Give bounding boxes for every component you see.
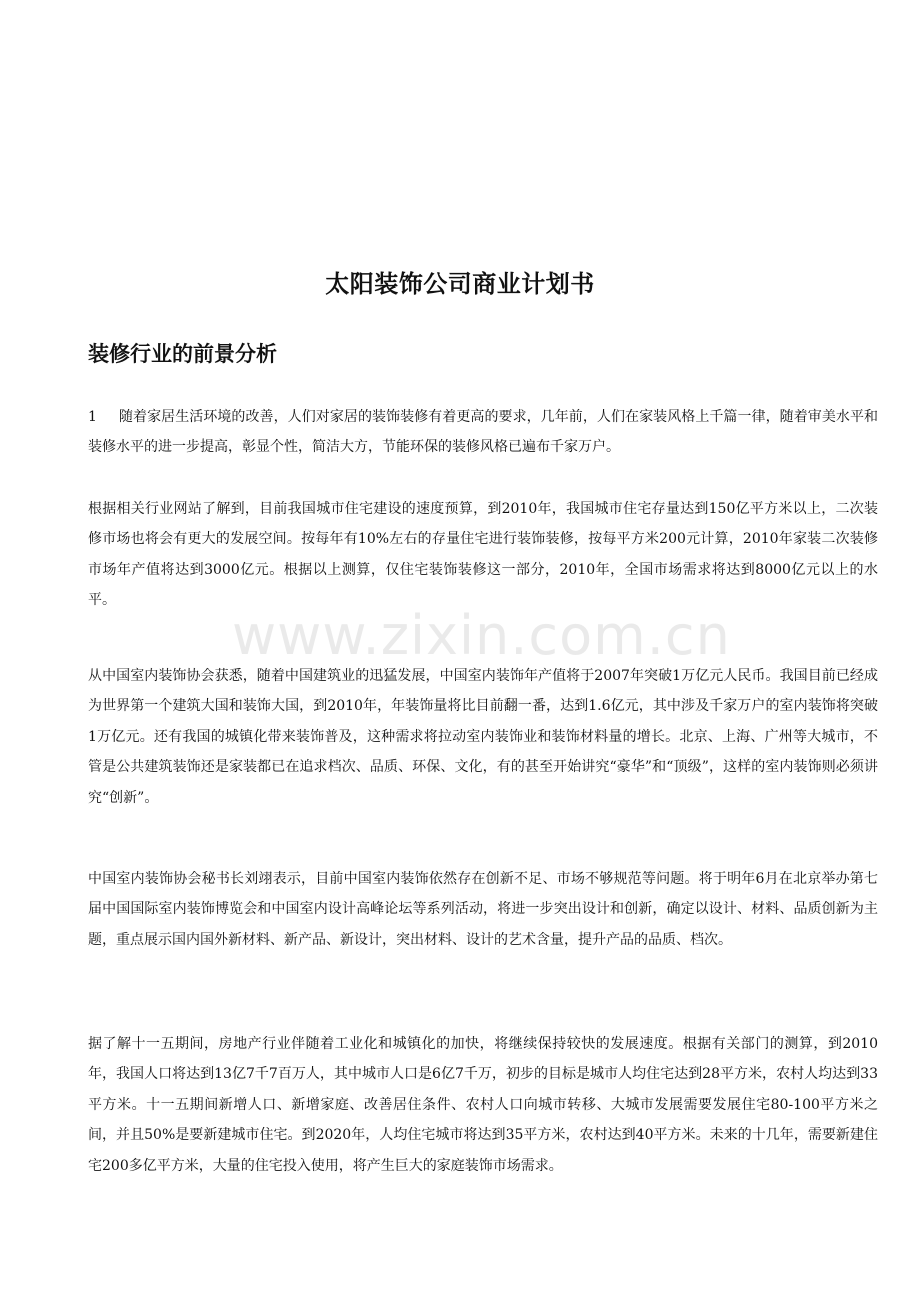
section-heading: 装修行业的前景分析: [88, 342, 277, 366]
paragraph-text: 随着家居生活环境的改善，人们对家居的装饰装修有着更高的要求，几年前，人们在家装风格上千篇一律，随着审美水平和装修水平的进一步提高，彰显个性，简洁大方，节能环保的装修风格已遍布千家万户。: [88, 409, 878, 456]
paragraph-1: [88, 402, 878, 463]
paragraph-5: 据了解十一五期间，房地产行业伴随着工业化和城镇化的加快，将继续保持较快的发展速度。根据有关部门的测算，到2010年，我国人口将达到13亿7千7百万人，其中城市人口是6亿7千万，初步的目标是城市人均住宅达到28平方米，农村人均达到33平方米。十一五期间新增人口、新增家庭、改善居住条件、农村人口向城市转移、大城市发展需要发展住宅80-100平方米之间，并且50%是要新建城市住宅。到2020年，人均住宅城市将达到35平方米，农村达到40平方米。未来的十几年，需要新建住宅200多亿平方米，大量的住宅投入使用，将产生巨大的家庭装饰市场需求。: [88, 1036, 878, 1174]
paragraph-4: 中国室内装饰协会秘书长刘翊表示，目前中国室内装饰依然存在创新不足、市场不够规范等问题。将于明年6月在北京举办第七届中国国际室内装饰博览会和中国室内设计高峰论坛等系列活动，将进一步突出设计和创新，确定以设计、材料、品质创新为主题，重点展示国内国外新材料、新产品、新设计，突出材料、设计的艺术含量，提升产品的品质、档次。: [88, 871, 878, 948]
document-title: 太阳装饰公司商业计划书: [325, 270, 595, 298]
watermark: www.zixin.com.cn: [232, 604, 731, 667]
paragraph-number: 1: [88, 409, 97, 425]
paragraph-3: 从中国室内装饰协会获悉，随着中国建筑业的迅猛发展，中国室内装饰年产值将于2007年突破1万亿元人民币。我国目前已经成为世界第一个建筑大国和装饰大国，到2010年，年装饰量将比目前翻一番，达到1.6亿元，其中涉及千家万户的室内装饰将突破1万亿元。还有我国的城镇化带来装饰普及，这种需求将拉动室内装饰业和装饰材料量的增长。北京、上海、广州等大城市，不管是公共建筑装饰还是家装都已在追求档次、品质、环保、文化，有的甚至开始讲究“豪华”和“顶级”，这样的室内装饰则必须讲究“创新”。: [88, 668, 878, 806]
paragraph-2: 根据相关行业网站了解到，目前我国城市住宅建设的速度预算，到2010年，我国城市住宅存量达到150亿平方米以上，二次装修市场也将会有更大的发展空间。按每年有10%左右的存量住宅进行装饰装修，按每平方米200元计算，2010年家装二次装修市场年产值将达到3000亿元。根据以上测算，仅住宅装饰装修这一部分，2010年，全国市场需求将达到8000亿元以上的水平。: [88, 501, 878, 609]
